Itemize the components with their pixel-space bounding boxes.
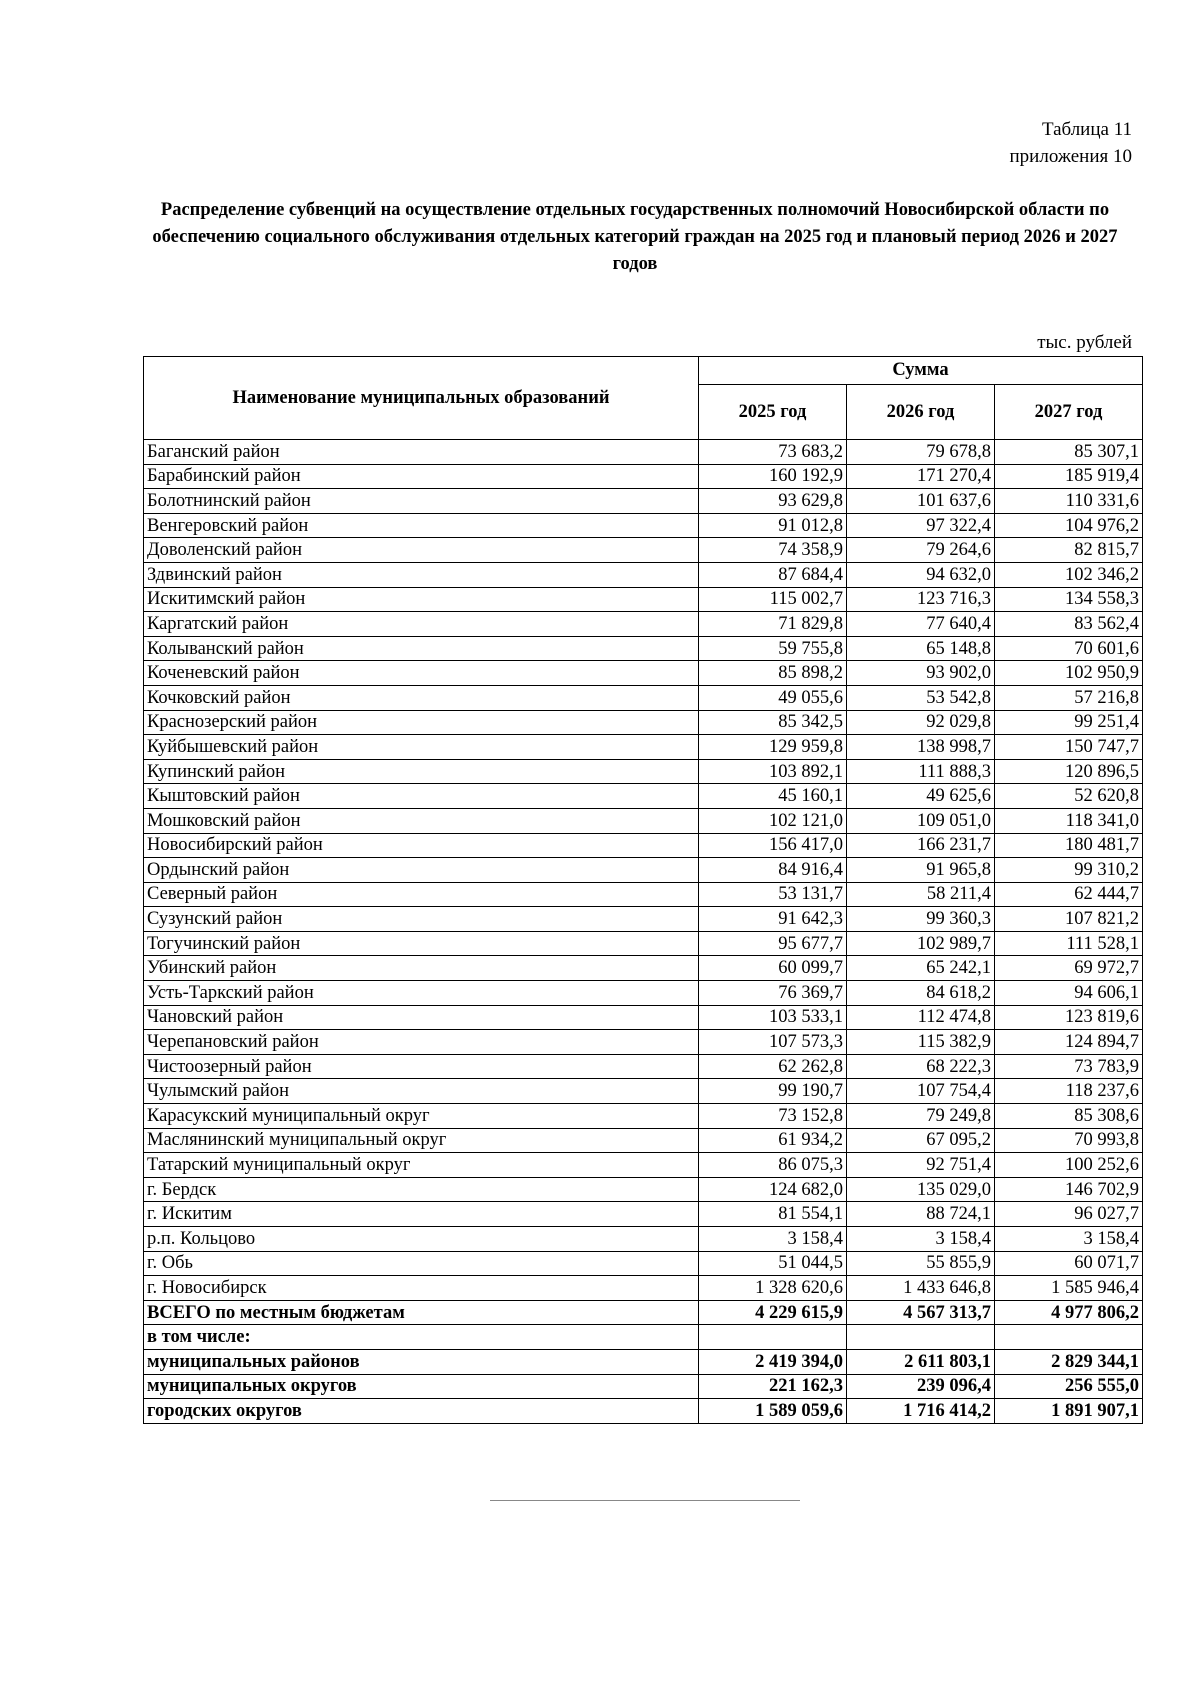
row-value-cell-2026: 65 148,8 [847,636,995,661]
row-name-cell: г. Искитим [144,1202,699,1227]
row-name-cell: Усть-Таркский район [144,981,699,1006]
table-row [144,1227,1143,1252]
table-row [144,440,1143,465]
table-row [144,1300,1143,1325]
row-name-cell: Чистоозерный район [144,1054,699,1079]
row-name-cell: Новосибирский район [144,833,699,858]
row-value-cell-2027: 3 158,4 [995,1227,1143,1252]
row-value-cell-2027: 1 891 907,1 [995,1399,1143,1424]
row-value-cell-2026: 79 249,8 [847,1104,995,1129]
row-value-cell-2027: 60 071,7 [995,1251,1143,1276]
row-value-cell-2025: 160 192,9 [699,464,847,489]
table-row [144,1202,1143,1227]
row-value-cell-2026: 94 632,0 [847,562,995,587]
row-value-cell-2027: 256 555,0 [995,1374,1143,1399]
row-value-cell-2027: 4 977 806,2 [995,1300,1143,1325]
header-row-top [144,357,1143,385]
row-value-cell-2027: 70 601,6 [995,636,1143,661]
table-row [144,833,1143,858]
row-value-cell-2025: 156 417,0 [699,833,847,858]
table-row [144,1349,1143,1374]
row-value-cell-2026: 111 888,3 [847,759,995,784]
row-value-cell-2025: 61 934,2 [699,1128,847,1153]
row-name-cell: Черепановский район [144,1030,699,1055]
row-value-cell-2026: 92 029,8 [847,710,995,735]
row-value-cell-2025: 115 002,7 [699,587,847,612]
row-value-cell-2027: 99 310,2 [995,858,1143,883]
row-value-cell-2027: 120 896,5 [995,759,1143,784]
footer-divider [490,1500,800,1501]
table-row [144,612,1143,637]
document-title: Распределение субвенций на осуществление отдельных государственных полномочий Новосибирской области по обеспечению социального обслуживания отдельных категорий граждан на 2025 год и плановый период 2026 и 2027 годов [152,200,1118,274]
row-value-cell-2026: 79 264,6 [847,538,995,563]
row-name-cell: Убинский район [144,956,699,981]
row-name-cell: Колыванский район [144,636,699,661]
table-row [144,784,1143,809]
table-row [144,735,1143,760]
row-value-cell-2025: 85 898,2 [699,661,847,686]
row-name-cell: Венгеровский район [144,513,699,538]
row-value-cell-2026: 53 542,8 [847,685,995,710]
row-value-cell-2025: 124 682,0 [699,1177,847,1202]
table-row [144,1079,1143,1104]
row-value-cell-2027: 146 702,9 [995,1177,1143,1202]
table-row [144,1030,1143,1055]
row-name-cell: муниципальных районов [144,1349,699,1374]
row-name-cell: Барабинский район [144,464,699,489]
row-value-cell-2025: 76 369,7 [699,981,847,1006]
row-value-cell-2027: 100 252,6 [995,1153,1143,1178]
row-value-cell-2026: 58 211,4 [847,882,995,907]
table-row [144,464,1143,489]
row-value-cell-2027: 83 562,4 [995,612,1143,637]
table-row [144,636,1143,661]
row-value-cell-2026: 1 716 414,2 [847,1399,995,1424]
table-row [144,1325,1143,1350]
row-value-cell-2027: 57 216,8 [995,685,1143,710]
table-row [144,1128,1143,1153]
row-value-cell-2027: 69 972,7 [995,956,1143,981]
row-value-cell-2026: 84 618,2 [847,981,995,1006]
row-value-cell-2025: 59 755,8 [699,636,847,661]
row-value-cell-2027: 1 585 946,4 [995,1276,1143,1301]
row-value-cell-2025: 45 160,1 [699,784,847,809]
row-value-cell-2027: 180 481,7 [995,833,1143,858]
row-value-cell-2027: 185 919,4 [995,464,1143,489]
row-value-cell-2026 [847,1325,995,1350]
row-name-cell: Тогучинский район [144,931,699,956]
row-name-cell: ВСЕГО по местным бюджетам [144,1300,699,1325]
row-value-cell-2025: 103 533,1 [699,1005,847,1030]
row-value-cell-2026: 93 902,0 [847,661,995,686]
table-row [144,710,1143,735]
row-value-cell-2025: 60 099,7 [699,956,847,981]
table-label: Таблица 11 [1041,119,1132,140]
row-value-cell-2025: 91 012,8 [699,513,847,538]
row-value-cell-2027: 96 027,7 [995,1202,1143,1227]
row-value-cell-2027 [995,1325,1143,1350]
row-value-cell-2027: 111 528,1 [995,931,1143,956]
table-row [144,1177,1143,1202]
row-name-cell: Карасукский муниципальный округ [144,1104,699,1129]
row-value-cell-2026: 101 637,6 [847,489,995,514]
row-value-cell-2025: 73 683,2 [699,440,847,465]
row-value-cell-2025: 107 573,3 [699,1030,847,1055]
row-value-cell-2026: 92 751,4 [847,1153,995,1178]
row-value-cell-2026: 65 242,1 [847,956,995,981]
row-value-cell-2027: 52 620,8 [995,784,1143,809]
row-name-cell: Краснозерский район [144,710,699,735]
row-value-cell-2026: 97 322,4 [847,513,995,538]
row-value-cell-2025 [699,1325,847,1350]
row-value-cell-2026: 123 716,3 [847,587,995,612]
row-name-cell: Кыштовский район [144,784,699,809]
row-name-cell: городских округов [144,1399,699,1424]
row-value-cell-2026: 239 096,4 [847,1374,995,1399]
row-value-cell-2025: 4 229 615,9 [699,1300,847,1325]
row-name-cell: Сузунский район [144,907,699,932]
row-value-cell-2025: 85 342,5 [699,710,847,735]
row-value-cell-2027: 85 308,6 [995,1104,1143,1129]
table-body [144,440,1143,1424]
row-value-cell-2027: 85 307,1 [995,440,1143,465]
table-row [144,907,1143,932]
row-value-cell-2027: 123 819,6 [995,1005,1143,1030]
row-value-cell-2027: 62 444,7 [995,882,1143,907]
row-value-cell-2027: 82 815,7 [995,538,1143,563]
column-header-sum: Сумма [699,357,1143,385]
table-row [144,513,1143,538]
row-value-cell-2025: 49 055,6 [699,685,847,710]
row-value-cell-2025: 129 959,8 [699,735,847,760]
row-value-cell-2026: 109 051,0 [847,808,995,833]
row-value-cell-2025: 86 075,3 [699,1153,847,1178]
row-value-cell-2026: 115 382,9 [847,1030,995,1055]
row-value-cell-2025: 81 554,1 [699,1202,847,1227]
row-value-cell-2027: 118 341,0 [995,808,1143,833]
column-header-2027: 2027 год [995,385,1143,440]
row-name-cell: Здвинский район [144,562,699,587]
row-value-cell-2026: 112 474,8 [847,1005,995,1030]
row-value-cell-2027: 134 558,3 [995,587,1143,612]
row-value-cell-2025: 87 684,4 [699,562,847,587]
table-row [144,489,1143,514]
row-value-cell-2025: 71 829,8 [699,612,847,637]
row-value-cell-2025: 53 131,7 [699,882,847,907]
table-row [144,931,1143,956]
appendix-label: приложения 10 [1009,146,1132,167]
row-value-cell-2025: 91 642,3 [699,907,847,932]
row-name-cell: Болотнинский район [144,489,699,514]
row-value-cell-2026: 67 095,2 [847,1128,995,1153]
row-name-cell: Кочковский район [144,685,699,710]
row-name-cell: муниципальных округов [144,1374,699,1399]
row-name-cell: Маслянинский муниципальный округ [144,1128,699,1153]
row-value-cell-2025: 103 892,1 [699,759,847,784]
row-value-cell-2026: 102 989,7 [847,931,995,956]
table-row [144,587,1143,612]
row-name-cell: Куйбышевский район [144,735,699,760]
row-value-cell-2025: 73 152,8 [699,1104,847,1129]
table-row [144,661,1143,686]
row-value-cell-2026: 3 158,4 [847,1227,995,1252]
row-name-cell: в том числе: [144,1325,699,1350]
row-value-cell-2027: 99 251,4 [995,710,1143,735]
row-value-cell-2026: 1 433 646,8 [847,1276,995,1301]
row-value-cell-2025: 62 262,8 [699,1054,847,1079]
row-value-cell-2027: 107 821,2 [995,907,1143,932]
row-value-cell-2027: 104 976,2 [995,513,1143,538]
row-value-cell-2026: 88 724,1 [847,1202,995,1227]
row-value-cell-2026: 166 231,7 [847,833,995,858]
table-row [144,1005,1143,1030]
page-header [1010,116,1132,170]
column-header-2025: 2025 год [699,385,847,440]
table-row [144,981,1143,1006]
row-value-cell-2026: 99 360,3 [847,907,995,932]
units-label: тыс. рублей [1037,332,1132,353]
row-value-cell-2025: 51 044,5 [699,1251,847,1276]
row-value-cell-2026: 91 965,8 [847,858,995,883]
row-value-cell-2026: 79 678,8 [847,440,995,465]
row-value-cell-2025: 1 328 620,6 [699,1276,847,1301]
table-row [144,685,1143,710]
row-value-cell-2027: 102 950,9 [995,661,1143,686]
table-row [144,1276,1143,1301]
table-row [144,1104,1143,1129]
row-value-cell-2027: 118 237,6 [995,1079,1143,1104]
row-value-cell-2026: 68 222,3 [847,1054,995,1079]
row-value-cell-2026: 107 754,4 [847,1079,995,1104]
column-header-name: Наименование муниципальных образований [144,357,699,440]
table-row [144,956,1143,981]
row-value-cell-2026: 55 855,9 [847,1251,995,1276]
row-name-cell: г. Новосибирск [144,1276,699,1301]
row-value-cell-2025: 99 190,7 [699,1079,847,1104]
row-value-cell-2025: 102 121,0 [699,808,847,833]
row-value-cell-2025: 1 589 059,6 [699,1399,847,1424]
table-row [144,1374,1143,1399]
row-value-cell-2027: 124 894,7 [995,1030,1143,1055]
row-value-cell-2026: 49 625,6 [847,784,995,809]
row-value-cell-2026: 2 611 803,1 [847,1349,995,1374]
table-row [144,759,1143,784]
table-row [144,1153,1143,1178]
row-value-cell-2027: 73 783,9 [995,1054,1143,1079]
row-name-cell: Каргатский район [144,612,699,637]
row-name-cell: Ордынский район [144,858,699,883]
table-row [144,1054,1143,1079]
row-name-cell: Коченевский район [144,661,699,686]
table-row [144,1399,1143,1424]
row-value-cell-2025: 95 677,7 [699,931,847,956]
row-value-cell-2025: 84 916,4 [699,858,847,883]
row-value-cell-2026: 138 998,7 [847,735,995,760]
row-value-cell-2025: 2 419 394,0 [699,1349,847,1374]
row-name-cell: Искитимский район [144,587,699,612]
row-value-cell-2025: 3 158,4 [699,1227,847,1252]
table-row [144,538,1143,563]
subventions-table [143,356,1143,1424]
row-value-cell-2027: 150 747,7 [995,735,1143,760]
row-name-cell: г. Бердск [144,1177,699,1202]
row-value-cell-2027: 94 606,1 [995,981,1143,1006]
row-name-cell: р.п. Кольцово [144,1227,699,1252]
row-name-cell: Северный район [144,882,699,907]
row-value-cell-2026: 171 270,4 [847,464,995,489]
row-value-cell-2026: 77 640,4 [847,612,995,637]
row-value-cell-2027: 70 993,8 [995,1128,1143,1153]
row-value-cell-2026: 4 567 313,7 [847,1300,995,1325]
table-row [144,858,1143,883]
column-header-2026: 2026 год [847,385,995,440]
row-name-cell: г. Обь [144,1251,699,1276]
row-name-cell: Баганский район [144,440,699,465]
row-name-cell: Доволенский район [144,538,699,563]
row-name-cell: Чулымский район [144,1079,699,1104]
row-value-cell-2026: 135 029,0 [847,1177,995,1202]
row-name-cell: Купинский район [144,759,699,784]
table-row [144,1251,1143,1276]
table-row [144,562,1143,587]
table-row [144,808,1143,833]
table-row [144,882,1143,907]
row-value-cell-2025: 221 162,3 [699,1374,847,1399]
row-value-cell-2025: 74 358,9 [699,538,847,563]
row-value-cell-2027: 110 331,6 [995,489,1143,514]
row-name-cell: Чановский район [144,1005,699,1030]
row-value-cell-2027: 102 346,2 [995,562,1143,587]
row-name-cell: Татарский муниципальный округ [144,1153,699,1178]
row-value-cell-2027: 2 829 344,1 [995,1349,1143,1374]
row-value-cell-2025: 93 629,8 [699,489,847,514]
row-name-cell: Мошковский район [144,808,699,833]
